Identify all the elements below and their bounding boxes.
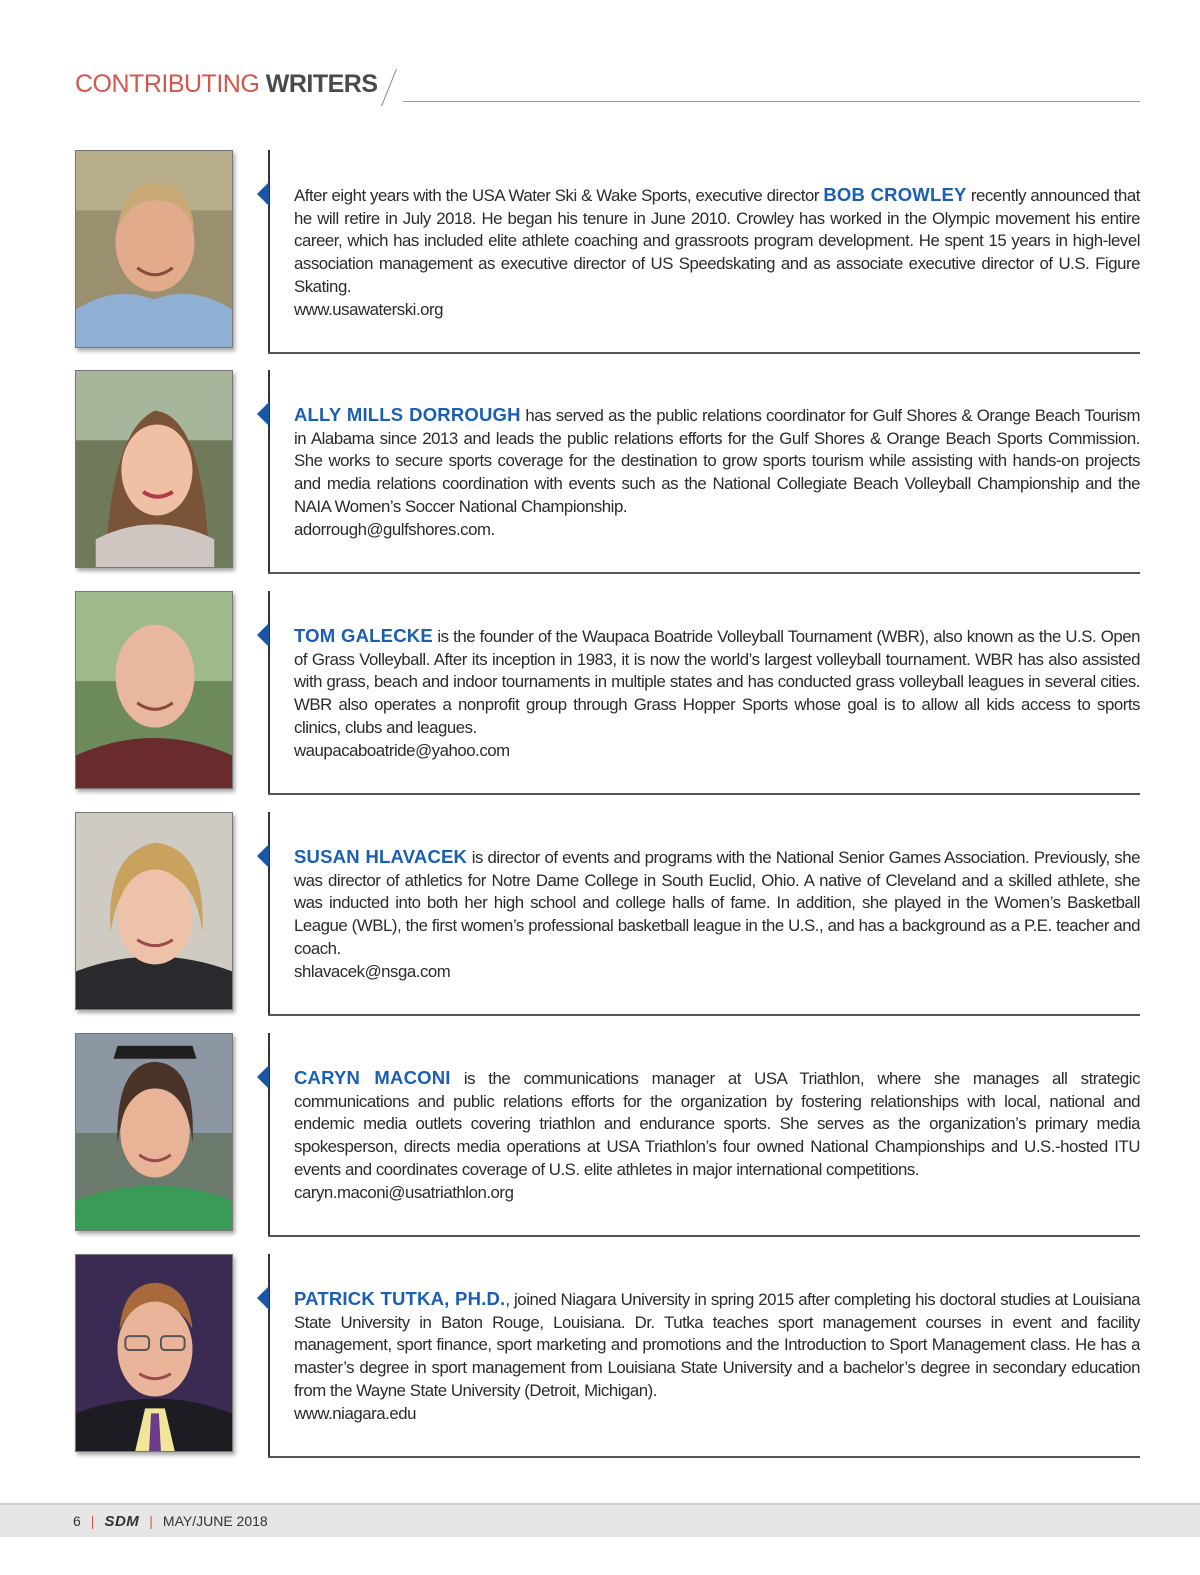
entry-bottom-rule (268, 1456, 1140, 1458)
section-title-light: CONTRIBUTING (75, 70, 260, 98)
entry-pointer (257, 1065, 269, 1089)
writer-bio (294, 184, 1140, 321)
entry-pointer (257, 1286, 269, 1310)
writer-name: BOB CROWLEY (823, 184, 967, 205)
writer-entry (75, 1254, 1140, 1458)
writer-name: ALLY MILLS DORROUGH (294, 404, 521, 425)
writer-name: PATRICK TUTKA, PH.D. (294, 1288, 506, 1309)
writer-contact[interactable]: adorrough@gulfshores.com. (294, 519, 495, 539)
issue-date: MAY/JUNE 2018 (162, 1513, 268, 1529)
header-rule (403, 101, 1140, 102)
writer-contact[interactable]: waupacaboatride@yahoo.com (294, 740, 510, 760)
footer-folio (73, 1513, 268, 1530)
entry-pointer (257, 623, 269, 647)
entry-bottom-rule (268, 352, 1140, 354)
footer-separator: | (90, 1513, 95, 1529)
writer-name: CARYN MACONI (294, 1067, 451, 1088)
writer-entry (75, 812, 1140, 1016)
entry-pointer (257, 844, 269, 868)
writer-photo (75, 591, 233, 789)
writer-contact[interactable]: caryn.maconi@usatriathlon.org (294, 1182, 514, 1202)
section-title-bold: WRITERS (265, 70, 378, 98)
bio-lead: After eight years with the USA Water Ski & Wake Sports, executive director (294, 186, 824, 205)
page-footer (0, 1503, 1200, 1537)
entry-pointer (257, 182, 269, 206)
writer-bio (294, 404, 1140, 541)
writer-bio (294, 625, 1140, 762)
header-slash-divider (381, 69, 397, 106)
writer-entry (75, 1033, 1140, 1237)
writer-bio (294, 846, 1140, 983)
entry-pointer (257, 402, 269, 426)
entry-vertical-rule (268, 591, 270, 794)
writer-contact[interactable]: shlavacek@nsga.com (294, 961, 451, 981)
entry-vertical-rule (268, 1033, 270, 1236)
bio-text: is the communications manager at USA Triathlon, where she manages all strategic communications and public relations efforts for the organization by fostering relationships with local, national and endemic media outlets covering triathlon and endurance sports. She serves as the organization’s primary media spokesperson, directs media operations at USA Triathlon’s four owned National Championships and U.S.-hosted ITU events and coordinates coverage of U.S. elite athletes in major international competitions. (294, 1069, 1141, 1179)
writer-bio (294, 1288, 1140, 1425)
bio-text: , joined Niagara University in spring 2015 after completing his doctoral studies at Louisiana State University in Baton Rouge, Louisiana. Dr. Tutka teaches sport management courses in event and facility management, sport finance, sport marketing and promotions and the Introduction to Sport Management class. He has a master’s degree in sport management from Louisiana State University and a bachelor’s degree in secondary education from the Wayne State University (Detroit, Michigan). (294, 1290, 1140, 1400)
writer-bio (294, 1067, 1140, 1204)
footer-separator: | (149, 1513, 153, 1529)
page-number: 6 (73, 1513, 81, 1529)
bio-text: recently announced that he will retire in July 2018. He began his tenure in June 2010. Crowley has worked in the Olympic movement his entire career, which has included elite athlete coaching and grassroots program development. He spent 15 years in high-level association management as executive director of US Speedskating and as associate executive director of U.S. Figure Skating. (294, 186, 1140, 296)
entry-vertical-rule (268, 1254, 270, 1457)
writer-name: SUSAN HLAVACEK (294, 846, 468, 867)
bio-text: is the founder of the Waupaca Boatride Volleyball Tournament (WBR), also known as the U.S. Open of Grass Volleyball. After its inception in 1983, it is now the world’s largest volleyball tournament. WBR has also assisted with grass, beach and indoor tournaments in multiple states and has conducted grass volleyball leagues in several cities. WBR also operates a nonprofit group through Grass Hopper Sports whose goal is to allow all kids access to sports clinics, clubs and leagues. (294, 627, 1140, 737)
writer-entry (75, 370, 1140, 574)
section-title (75, 70, 378, 99)
writer-photo (75, 150, 233, 348)
writer-photo (75, 1033, 233, 1231)
writer-entry (75, 150, 1140, 354)
writer-photo (75, 370, 233, 568)
entry-bottom-rule (268, 572, 1140, 574)
writer-entry (75, 591, 1140, 795)
writer-name: TOM GALECKE (294, 625, 433, 646)
magazine-brand: SDM (104, 1513, 140, 1530)
writer-photo (75, 1254, 233, 1452)
bio-text: has served as the public relations coordinator for Gulf Shores & Orange Beach Tourism in Alabama since 2013 and leads the public relations efforts for the Gulf Shores & Orange Beach Sports Commission. She works to secure sports coverage for the destination to grow sports tourism while assisting with hands-on projects and media relations coordination with events such as the National Collegiate Beach Volleyball Championship and the NAIA Women’s Soccer National Championship. (294, 406, 1141, 516)
entry-vertical-rule (268, 812, 270, 1015)
entry-bottom-rule (268, 1235, 1140, 1237)
entry-bottom-rule (268, 1014, 1140, 1016)
bio-text: is director of events and programs with the National Senior Games Association. Previously, she was director of athletics for Notre Dame College in South Euclid, Ohio. A native of Cleveland and a skilled athlete, she was inducted into both her high school and college halls of fame. In addition, she played in the Women’s Basketball League (WBL), the first women’s professional basketball league in the U.S., and has a background as a P.E. teacher and coach. (294, 848, 1140, 958)
entry-vertical-rule (268, 150, 270, 353)
entry-bottom-rule (268, 793, 1140, 795)
writer-photo (75, 812, 233, 1010)
writer-contact[interactable]: www.niagara.edu (294, 1403, 416, 1423)
writer-contact[interactable]: www.usawaterski.org (294, 299, 444, 319)
section-header (75, 68, 1140, 108)
entry-vertical-rule (268, 370, 270, 573)
